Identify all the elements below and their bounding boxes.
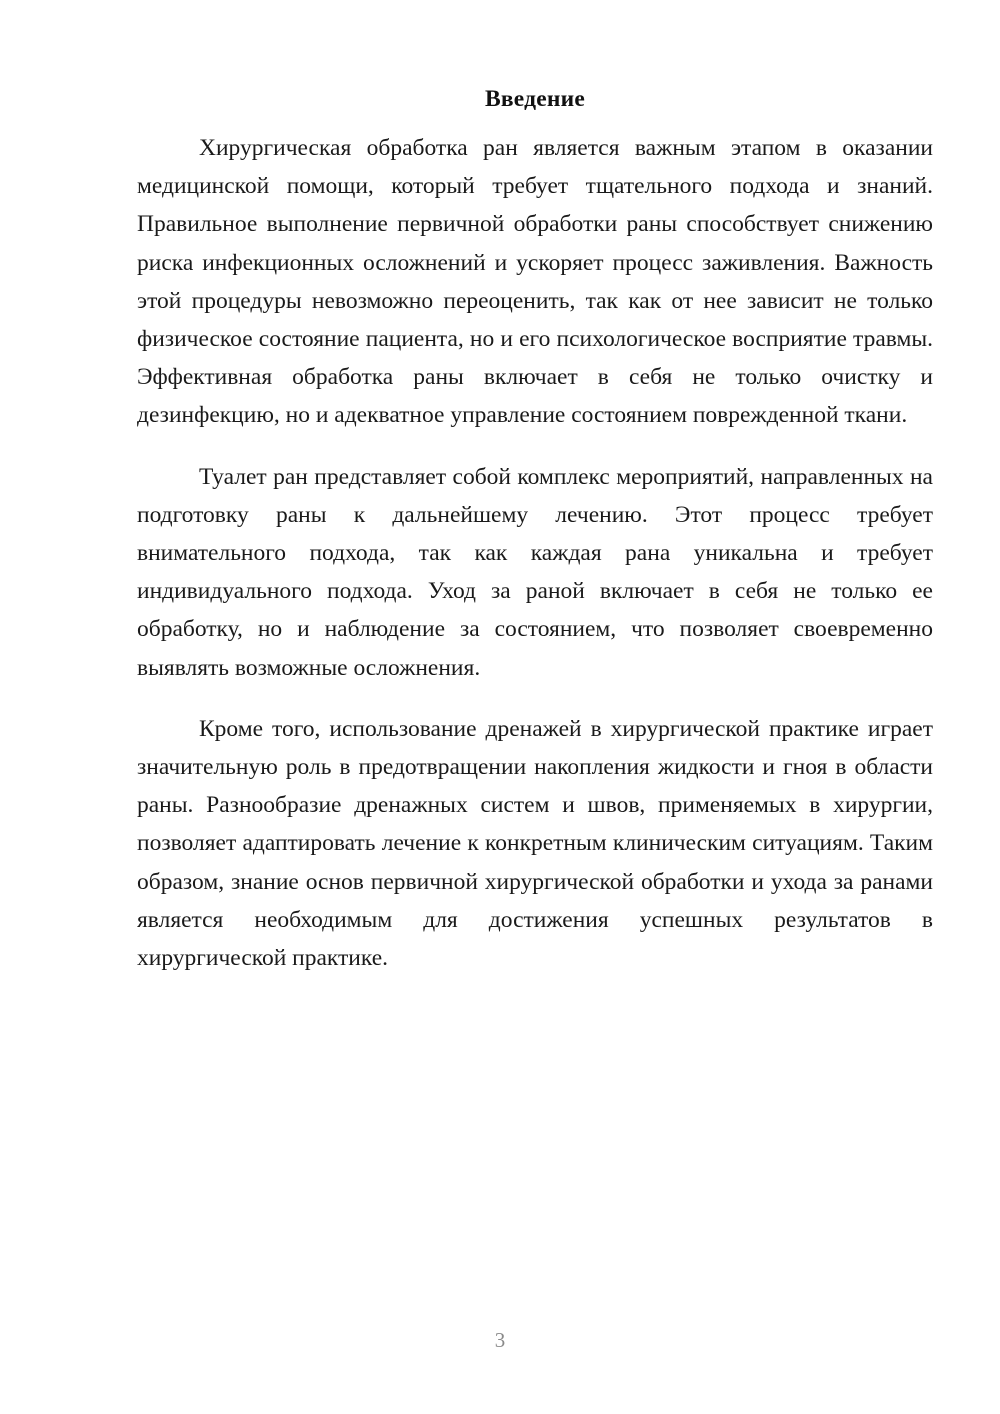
body-paragraph-2: Туалет ран представляет собой комплекс мероприятий, направленных на подготовку раны к дальнейшему лечению. Этот процесс требует внимательного подхода, так как каждая рана уникальна и требует индивидуального подхода. Уход за раной включает в себя не только ее обработку, но и наблюдение за состоянием, что позволяет своевременно выявлять возможные осложнения.	[137, 463, 933, 681]
page-content	[137, 86, 933, 977]
body-paragraph-1: Хирургическая обработка ран является важным этапом в оказании медицинской помощи, который требует тщательного подхода и знаний. Правильное выполнение первичной обработки раны способствует снижению риска инфекционных осложнений и ускоряет процесс заживления. Важность этой процедуры невозможно переоценить, так как от нее зависит не только физическое состояние пациента, но и его психологическое восприятие травмы. Эффективная обработка раны включает в себя не только очистку и дезинфекцию, но и адекватное управление состоянием поврежденной ткани.	[137, 135, 933, 429]
body-paragraph-3: Кроме того, использование дренажей в хирургической практике играет значительную роль в предотвращении накопления жидкости и гноя в области раны. Разнообразие дренажных систем и швов, применяемых в хирургии, позволяет адаптировать лечение к конкретным клиническим ситуациям. Таким образом, знание основ первичной хирургической обработки и ухода за ранами является необходимым для достижения успешных результатов в хирургической практике.	[137, 715, 933, 972]
page-title: Введение	[485, 86, 585, 112]
page-number: 3	[494, 1328, 506, 1352]
